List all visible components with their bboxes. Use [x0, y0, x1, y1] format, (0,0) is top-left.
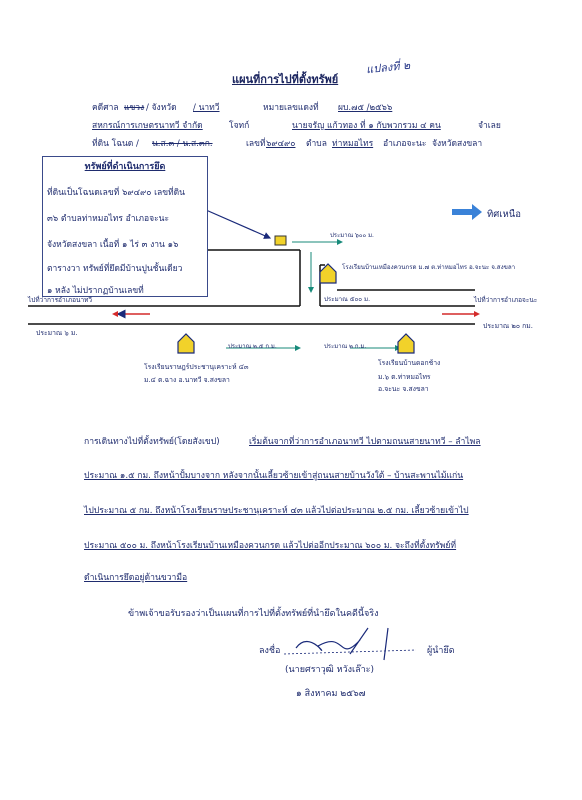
- to-natawi-dist: ประมาณ ๖ ม.: [36, 329, 78, 337]
- black-no-value: ผบ.๗๕ /๒๕๖๖: [338, 103, 393, 113]
- school-dok-address: ม.๖ ต.ท่าหมอไทร: [378, 373, 431, 381]
- narrative-line: ประมาณ ๕๐๐ ม. ถึงหน้าโรงเรียนบ้านเหมืองควนกรด แล้วไปต่ออีกประมาณ ๖๐๐ ม. จะถึงที่ตั้งทรัพย์ที่: [84, 541, 457, 551]
- defendant-role: จำเลย: [478, 121, 501, 131]
- dist-600-label: ประมาณ ๖๐๐ ม.: [330, 232, 374, 239]
- box-line: ที่ดินเป็นโฉนดเลขที่ ๖๙๔๙๐ เลขที่ดิน: [47, 188, 185, 198]
- sign-date: ๑ สิงหาคม ๒๕๖๗: [296, 689, 366, 699]
- court-struck: แขวง: [124, 103, 145, 113]
- subdistrict-value: ท่าหมอไทร: [332, 139, 374, 149]
- sign-label: ลงชื่อ: [259, 646, 281, 656]
- certify-text: ข้าพเจ้าขอรับรองว่าเป็นแผนที่การไปที่ตั้งทรัพย์ที่นำยึดในคดีนี้จริง: [128, 609, 379, 619]
- box-line: จังหวัดสงขลา เนื้อที่ ๑ ไร่ ๓ งาน ๑๖: [47, 240, 179, 250]
- box-line: ตารางวา ทรัพย์ที่ยึดมีบ้านปูนชั้นเดียว: [47, 264, 183, 274]
- narrative-line: ประมาณ ๑.๕ กม. ถึงหน้าปั้มบางจาก หลังจากนั้นเลี้ยวซ้ายเข้าสู่ถนนสายบ้านวังใต้ – บ้านสะพานไม้แก่น: [84, 471, 464, 481]
- no-label: เลขที่: [246, 139, 266, 149]
- land-label: ที่ดิน โฉนด /: [92, 139, 139, 149]
- narrative-line: ไปประมาณ ๕ กม. ถึงหน้าโรงเรียนราษประชานุเคราะห์ ๔๓ แล้วไปต่อประมาณ ๒.๕ กม. เลี้ยวซ้ายเข้าไป: [84, 506, 469, 516]
- plaintiff: สหกรณ์การเกษตรนาทวี จำกัด: [92, 121, 203, 131]
- black-no-label: หมายเลขแดงที่: [263, 103, 319, 113]
- narrative-line: ดำเนินการยึดอยู่ด้านขวามือ: [84, 573, 188, 583]
- narrative-line: เริ่มต้นจากที่ว่าการอำเภอนาทวี ไปตามถนนสายนาทวี – ลำไพล: [249, 437, 481, 447]
- province-name: จังหวัดสงขลา: [432, 139, 483, 149]
- school-dok-label: โรงเรียนบ้านดอกช้าง: [378, 359, 441, 367]
- narrative-lead: การเดินทางไปที่ตั้งทรัพย์(โดยสังเขป): [84, 437, 220, 447]
- dist-2-label: ประมาณ ๒ ก.ม.: [324, 343, 367, 350]
- north-label: ทิศเหนือ: [487, 209, 522, 220]
- signer-role: ผู้นำยึด: [427, 646, 455, 656]
- district-label: อำเภอจะนะ: [383, 139, 427, 149]
- province-label: / จังหวัด: [146, 103, 177, 113]
- box-heading: ทรัพย์ที่ดำเนินการยึด: [84, 162, 166, 172]
- signer-name: (นายศราวุฒิ หวังเล๊าะ): [285, 665, 375, 675]
- land-struck: น.ส.๓ / น.ส.๓ก.: [152, 139, 213, 149]
- plaintiff-role: โจทก์: [229, 121, 250, 131]
- school-rat-address: ม.๔ ต.ฉาง อ.นาทวี จ.สงขลา: [144, 376, 230, 384]
- handwritten-note: แปลงที่ ๒: [365, 58, 411, 77]
- court-label: คดีศาล: [92, 103, 119, 113]
- school-dok-address: อ.จะนะ จ.สงขลา: [378, 385, 429, 393]
- province-value: / นาทวี: [193, 103, 220, 113]
- to-natawi-label: ไปที่ว่าการอำเภอนาทวี: [28, 296, 93, 304]
- dist-500-label: ประมาณ ๕๐๐ ม.: [324, 296, 371, 303]
- dist-25-label: ประมาณ ๒.๕ ก.ม.: [228, 343, 277, 350]
- school-kuan-label: โรงเรียนบ้านเหมืองควนกรด ม.๗ ต.ท่าหมอไทร อ.จะนะ จ.สงขลา: [342, 264, 516, 271]
- subdistrict-label: ตำบล: [306, 139, 327, 149]
- box-line: ๓๖ ตำบลท่าหมอไทร อำเภอจะนะ: [47, 214, 170, 224]
- school-rat-label: โรงเรียนราษฎร์ประชานุเคราะห์ ๔๓: [144, 363, 249, 371]
- to-chana-dist: ประมาณ ๒๐ กม.: [483, 322, 533, 330]
- no-value: ๖๙๔๙๐: [266, 139, 296, 149]
- defendant: นายจรัญ แก้วทอง ที่ ๑ กับพวกรวม ๔ คน: [292, 121, 441, 131]
- to-chana-label: ไปที่ว่าการอำเภอจะนะ: [474, 296, 538, 304]
- box-line: ๑ หลัง ไม่ปรากฏบ้านเลขที่: [47, 286, 144, 296]
- page-title: แผนที่การไปที่ตั้งทรัพย์: [232, 73, 339, 86]
